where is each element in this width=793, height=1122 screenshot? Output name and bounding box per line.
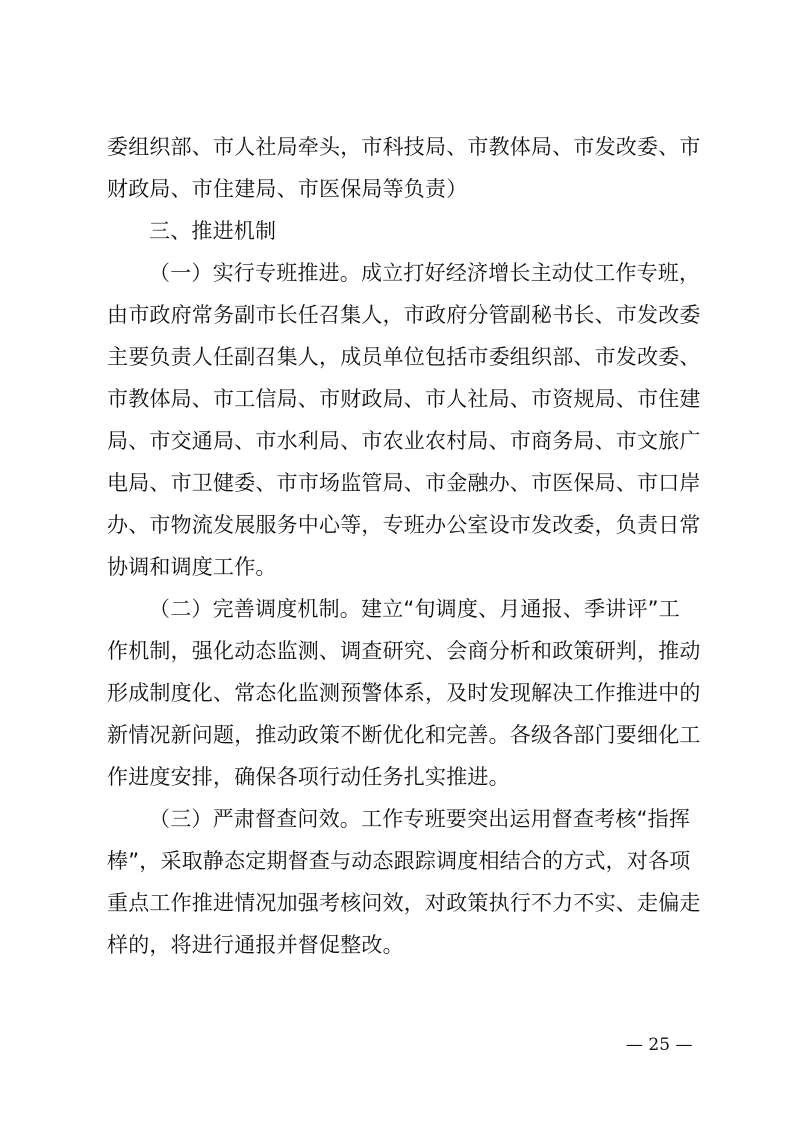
- text-line: 由市政府常务副市长任召集人，市政府分管副秘书长、市发改委: [107, 303, 701, 327]
- section-heading: 三、推进机制: [149, 219, 277, 243]
- text-line: 棒”，采取静态定期督查与动态跟踪调度相结合的方式，对各项: [107, 849, 691, 873]
- text-line: 新情况新问题，推动政策不断优化和完善。各级各部门要细化工: [107, 723, 701, 747]
- text-line: 委组织部、市人社局牵头，市科技局、市教体局、市发改委、市: [107, 135, 701, 159]
- text-line: 样的，将进行通报并督促整改。: [107, 933, 404, 957]
- paragraph-first-line: （二）完善调度机制。建立“旬调度、月通报、季讲评”工: [149, 597, 680, 621]
- text-line: 重点工作推进情况加强考核问效，对政策执行不力不实、走偏走: [107, 891, 701, 915]
- body-text: [107, 126, 699, 966]
- text-line: 办、市物流发展服务中心等，专班办公室设市发改委，负责日常: [107, 513, 701, 537]
- paragraph-first-line: （三）严肃督查问效。工作专班要突出运用督查考核“指挥: [149, 807, 691, 831]
- text-line: 主要负责人任副召集人，成员单位包括市委组织部、市发改委、: [107, 345, 701, 369]
- text-line: 市教体局、市工信局、市财政局、市人社局、市资规局、市住建: [107, 387, 701, 411]
- text-line: 作进度安排，确保各项行动任务扎实推进。: [107, 765, 510, 789]
- text-line: 作机制，强化动态监测、调查研究、会商分析和政策研判，推动: [107, 639, 701, 663]
- page-number: — 25 —: [626, 1035, 693, 1055]
- paragraph-first-line: （一）实行专班推进。成立打好经济增长主动仗工作专班，: [149, 261, 701, 285]
- text-line: 局、市交通局、市水利局、市农业农村局、市商务局、市文旅广: [107, 429, 701, 453]
- text-line: 协调和调度工作。: [107, 555, 277, 579]
- text-line: 电局、市卫健委、市市场监管局、市金融办、市医保局、市口岸: [107, 471, 701, 495]
- text-line: 形成制度化、常态化监测预警体系，及时发现解决工作推进中的: [107, 681, 701, 705]
- text-line: 财政局、市住建局、市医保局等负责）: [107, 177, 468, 201]
